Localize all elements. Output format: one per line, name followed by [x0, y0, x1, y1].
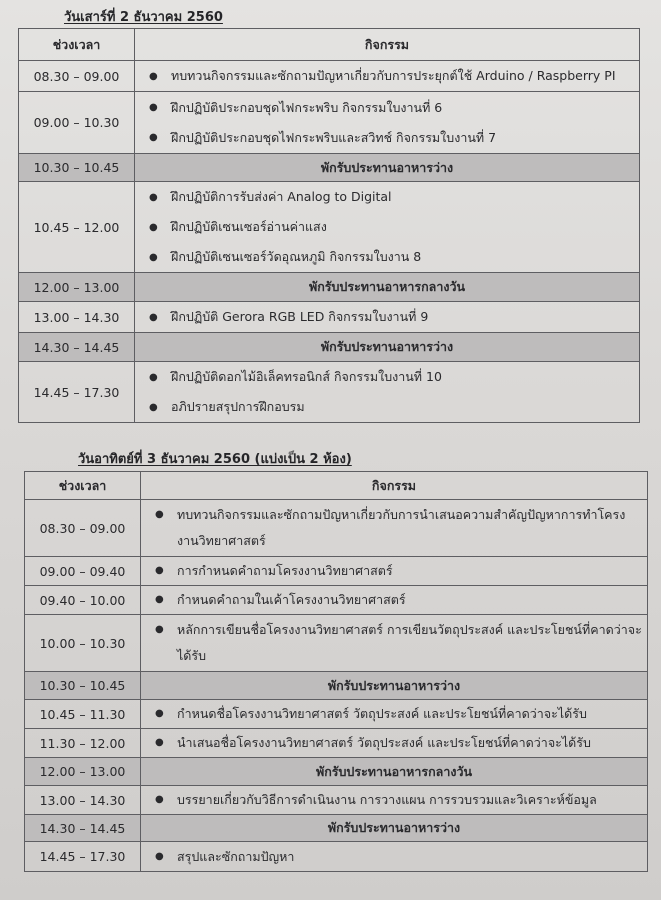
time-cell: 14.30 – 14.45 [19, 333, 135, 362]
table-row [19, 61, 640, 92]
break-label: พักรับประทานอาหารว่าง [141, 815, 648, 842]
bullet-icon: ● [155, 565, 164, 576]
activity-cell [135, 302, 640, 333]
time-cell: 13.00 – 14.30 [25, 786, 141, 815]
break-row [19, 154, 640, 182]
activity-column-header: กิจกรรม [141, 472, 648, 500]
table-row [19, 362, 640, 423]
bullet-icon: ● [149, 132, 158, 143]
activity-item: ● การกำหนดคำถามโครงงานวิทยาศาสตร์ [155, 558, 643, 584]
activity-item: ● หลักการเขียนชื่อโครงงานวิทยาศาสตร์ การเขียนวัตถุประสงค์ และประโยชน์ที่คาดว่าจะได้รับ [155, 617, 643, 669]
activity-column-header: กิจกรรม [135, 29, 640, 61]
bullet-icon: ● [149, 191, 158, 203]
activity-cell [141, 557, 648, 586]
activity-item: ● ฝึกปฏิบัติเซนเซอร์อ่านค่าแสง [149, 219, 327, 234]
time-cell: 08.30 – 09.00 [25, 500, 141, 557]
bullet-icon: ● [155, 794, 164, 805]
table-row [25, 700, 648, 729]
break-label: พักรับประทานอาหารว่าง [141, 672, 648, 700]
time-cell: 10.45 – 11.30 [25, 700, 141, 729]
break-row [25, 672, 648, 700]
activity-cell [141, 615, 648, 672]
table-row [19, 92, 640, 154]
bullet-icon: ● [149, 401, 158, 413]
activity-item: ● ฝึกปฏิบัติดอกไม้อิเล็คทรอนิกส์ กิจกรรมใบงานที่ 10 [149, 369, 442, 384]
time-cell: 14.30 – 14.45 [25, 815, 141, 842]
table-header-row [25, 472, 648, 500]
time-cell: 14.45 – 17.30 [19, 362, 135, 423]
time-cell: 09.40 – 10.00 [25, 586, 141, 615]
bullet-icon: ● [155, 594, 164, 605]
bullet-icon: ● [149, 102, 158, 113]
bullet-icon: ● [149, 70, 158, 82]
time-cell: 08.30 – 09.00 [19, 61, 135, 92]
break-row [25, 758, 648, 786]
activity-item: ● กำหนดคำถามในเค้าโครงงานวิทยาศาสตร์ [155, 587, 643, 613]
activity-item: ● ฝึกปฏิบัติ Gerora RGB LED กิจกรรมใบงานที่ 9 [149, 309, 429, 324]
activity-cell [141, 500, 648, 557]
activity-item: ● ฝึกปฏิบัติเซนเซอร์วัดอุณหภูมิ กิจกรรมใบงาน 8 [149, 249, 422, 264]
table-row [19, 302, 640, 333]
activity-item: ● สรุปและซักถามปัญหา [155, 844, 643, 870]
time-cell: 09.00 – 10.30 [19, 92, 135, 154]
break-label: พักรับประทานอาหารว่าง [135, 154, 640, 182]
time-column-header: ช่วงเวลา [19, 29, 135, 61]
day-heading-saturday: วันเสาร์ที่ 2 ธันวาคม 2560 [64, 10, 223, 25]
schedule-table-sunday [24, 471, 648, 872]
time-cell: 12.00 – 13.00 [19, 273, 135, 302]
bullet-icon: ● [155, 737, 164, 748]
table-row [25, 586, 648, 615]
time-cell: 10.00 – 10.30 [25, 615, 141, 672]
bullet-icon: ● [155, 850, 164, 862]
activity-cell [135, 92, 640, 154]
activity-item: ● ฝึกปฏิบัติประกอบชุดไฟกระพริบและสวิทช์ กิจกรรมใบงานที่ 7 [149, 129, 497, 145]
table-row [25, 557, 648, 586]
bullet-icon: ● [155, 708, 164, 719]
table-header-row [19, 29, 640, 61]
activity-cell [141, 842, 648, 872]
break-label: พักรับประทานอาหารว่าง [135, 333, 640, 362]
schedule-table-saturday [18, 28, 640, 423]
break-row [19, 333, 640, 362]
activity-cell [135, 362, 640, 423]
day-heading-sunday: วันอาทิตย์ที่ 3 ธันวาคม 2560 (แบ่งเป็น 2 ห้อง) [78, 452, 352, 467]
activity-item: ● ทบทวนกิจกรรมและซักถามปัญหาเกี่ยวกับการประยุกต์ใช้ Arduino / Raspberry PI [149, 68, 616, 83]
bullet-icon: ● [149, 251, 158, 263]
time-cell: 12.00 – 13.00 [25, 758, 141, 786]
bullet-icon: ● [149, 311, 158, 323]
table-row [25, 500, 648, 557]
time-cell: 10.30 – 10.45 [25, 672, 141, 700]
bullet-icon: ● [149, 221, 158, 233]
break-row [25, 815, 648, 842]
activity-cell [135, 182, 640, 273]
table-row [25, 729, 648, 758]
table-row [25, 842, 648, 872]
activity-item: ● นำเสนอชื่อโครงงานวิทยาศาสตร์ วัตถุประสงค์ และประโยชน์ที่คาดว่าจะได้รับ [155, 730, 643, 756]
activity-cell [135, 61, 640, 92]
break-row [19, 273, 640, 302]
activity-cell [141, 700, 648, 729]
activity-cell [141, 586, 648, 615]
table-row [19, 182, 640, 273]
activity-item: ● ฝึกปฏิบัติการรับส่งค่า Analog to Digital [149, 189, 392, 204]
activity-item: ● ทบทวนกิจกรรมและซักถามปัญหาเกี่ยวกับการนำเสนอความสำคัญปัญหาการทำโครงงานวิทยาศาสตร์ [155, 502, 643, 554]
bullet-icon: ● [149, 371, 158, 383]
bullet-icon: ● [155, 624, 164, 635]
bullet-icon: ● [155, 509, 164, 520]
activity-cell [141, 729, 648, 758]
activity-cell [141, 786, 648, 815]
time-cell: 13.00 – 14.30 [19, 302, 135, 333]
time-cell: 09.00 – 09.40 [25, 557, 141, 586]
activity-item: ● บรรยายเกี่ยวกับวิธีการดำเนินงาน การวางแผน การรวบรวมและวิเคราะห์ข้อมูล [155, 787, 643, 813]
break-label: พักรับประทานอาหารกลางวัน [135, 273, 640, 302]
table-row [25, 786, 648, 815]
activity-item: ● อภิปรายสรุปการฝึกอบรม [149, 399, 305, 414]
time-cell: 10.45 – 12.00 [19, 182, 135, 273]
activity-item: ● ฝึกปฏิบัติประกอบชุดไฟกระพริบ กิจกรรมใบงานที่ 6 [149, 99, 443, 115]
table-row [25, 615, 648, 672]
time-cell: 10.30 – 10.45 [19, 154, 135, 182]
time-column-header: ช่วงเวลา [25, 472, 141, 500]
time-cell: 11.30 – 12.00 [25, 729, 141, 758]
break-label: พักรับประทานอาหารกลางวัน [141, 758, 648, 786]
time-cell: 14.45 – 17.30 [25, 842, 141, 872]
activity-item: ● กำหนดชื่อโครงงานวิทยาศาสตร์ วัตถุประสงค์ และประโยชน์ที่คาดว่าจะได้รับ [155, 701, 643, 727]
